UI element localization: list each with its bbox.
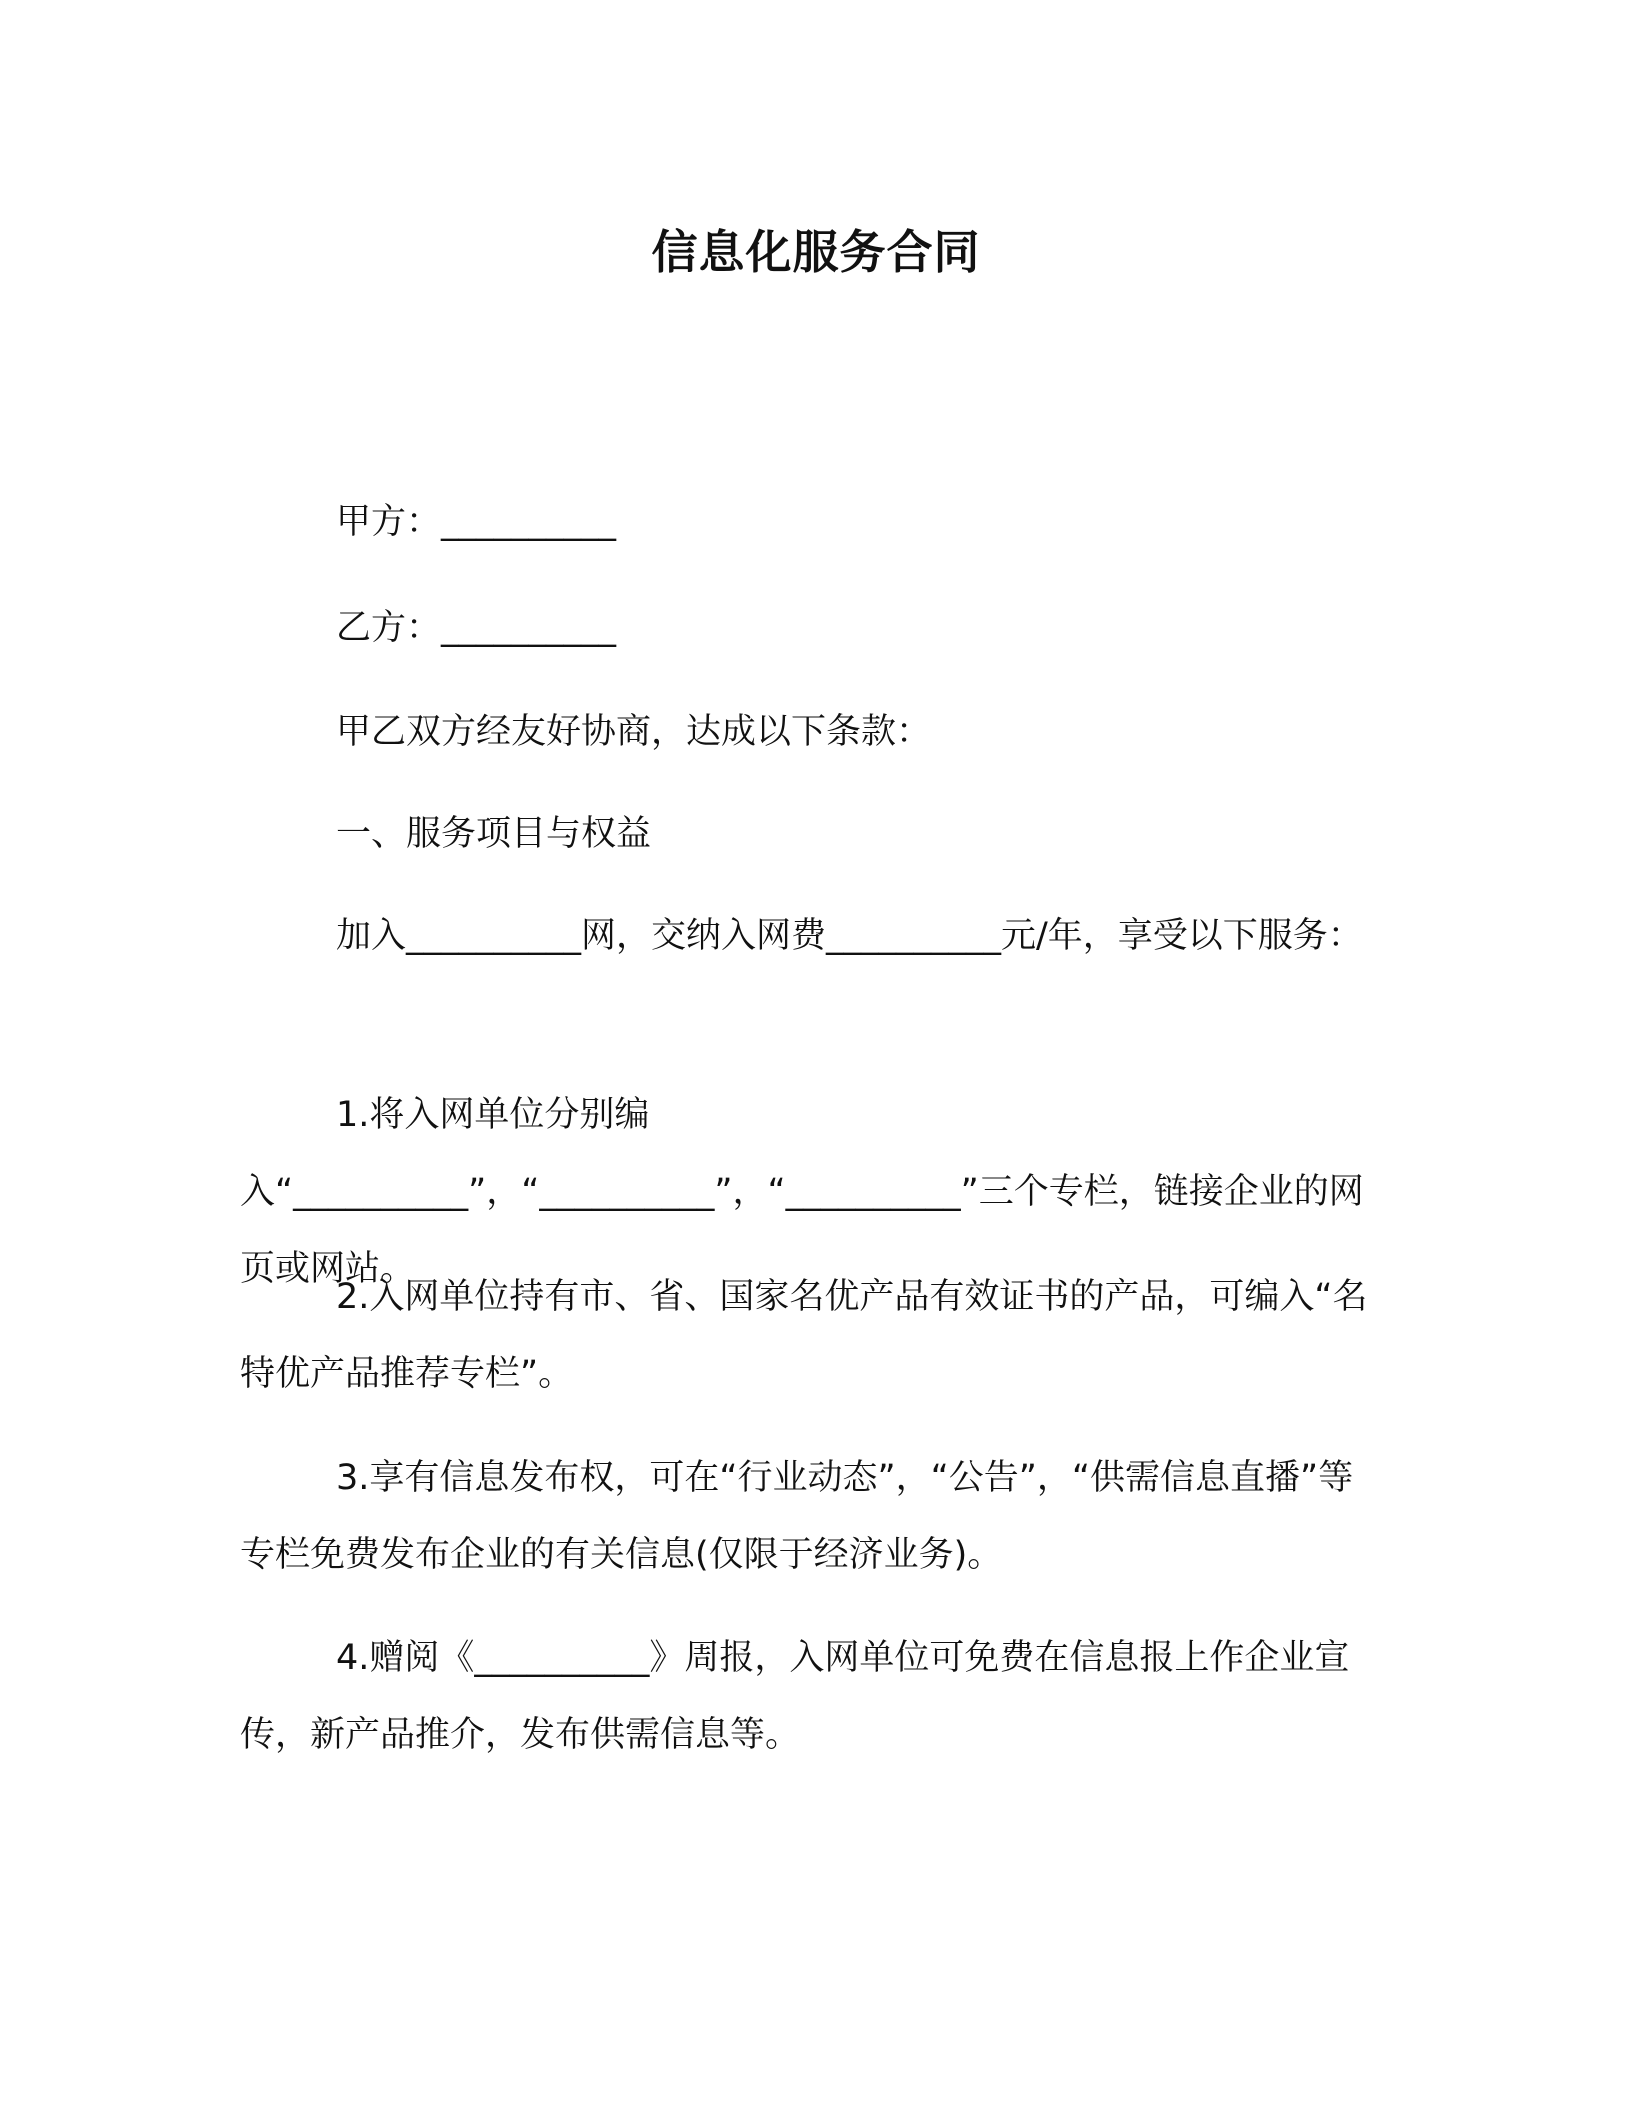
section-heading: 一、服务项目与权益 <box>336 814 652 854</box>
party-a-line: 甲方：__________ <box>336 502 617 542</box>
document-title: 信息化服务合同 <box>651 225 981 279</box>
list-item: 4.赠阅《__________》周报，入网单位可免费在信息报上作企业宣传，新产品推介，发布供需信息等。 <box>240 1638 1350 1755</box>
join-clause: 加入__________网，交纳入网费__________元/年，享受以下服务： <box>336 916 1363 956</box>
list-item: 1.将入网单位分别编入“__________”，“__________”，“__________”三个专栏，链接企业的网页或网站。 <box>240 1095 1364 1289</box>
intro-line: 甲乙双方经友好协商，达成以下条款： <box>336 712 932 752</box>
party-b-line: 乙方：__________ <box>336 608 617 648</box>
list-item: 3.享有信息发布权，可在“行业动态”，“公告”，“供需信息直播”等专栏免费发布企业的有关信息(仅限于经济业务)。 <box>240 1458 1354 1575</box>
list-item: 2.入网单位持有市、省、国家名优产品有效证书的产品，可编入“名特优产品推荐专栏”。 <box>240 1277 1368 1394</box>
